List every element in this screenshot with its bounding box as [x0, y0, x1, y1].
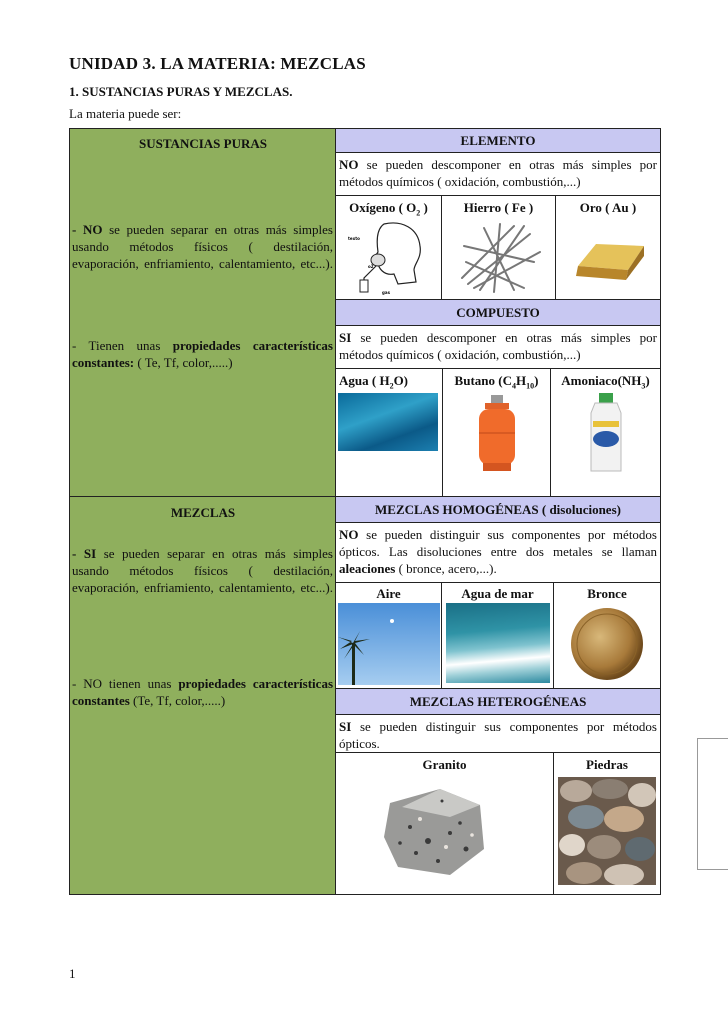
svg-text:o2: o2: [368, 264, 374, 269]
heterogeneous-description: SI se pueden distinguir sus componentes por métodos ópticos.: [336, 715, 660, 753]
intro-text: La materia puede ser:: [69, 106, 182, 121]
seawater-image: [446, 603, 550, 683]
bronze-cell: Bronce: [554, 583, 660, 688]
butane-cylinder-image: [475, 393, 519, 473]
water-image: [338, 393, 438, 451]
ammonia-bottle-image: [581, 391, 631, 475]
iron-cell: Hierro ( Fe ): [442, 196, 556, 299]
seawater-cell: Agua de mar: [442, 583, 554, 688]
bronze-disc-image: [568, 605, 646, 683]
pure-substances-panel: [70, 129, 336, 497]
homogeneous-description: NO se pueden distinguir sus componentes por métodos ópticos. Las disoluciones entre dos metales se llaman aleaciones ( bronce, acero,...).: [336, 523, 660, 583]
granite-image: [380, 783, 488, 879]
air-sky-image: [338, 603, 440, 685]
oxygen-mask-image: [344, 218, 434, 296]
butane-cell: Butano $(C_4H_{10})$: [443, 369, 551, 496]
section-title: 1. SUSTANCIAS PURAS Y MEZCLAS.: [69, 84, 293, 99]
svg-text:texto: texto: [348, 236, 360, 241]
heterogeneous-examples: [336, 753, 660, 894]
mixtures-heading: MEZCLAS: [170, 505, 236, 520]
gold-cell: Oro ( Au ): [556, 196, 660, 299]
mixtures-panel: [70, 497, 336, 894]
heterogeneous-heading: MEZCLAS HETEROGÉNEAS: [336, 689, 660, 715]
pure-substances-heading: SUSTANCIAS PURAS: [139, 136, 267, 151]
compound-heading: COMPUESTO: [336, 300, 660, 326]
classification-table: [69, 128, 661, 895]
homogeneous-heading: MEZCLAS HOMOGÉNEAS ( disoluciones): [336, 497, 660, 523]
oxygen-cell: Oxígeno ( $O_2$ ) texto o2 gas: [336, 196, 442, 299]
element-description: NO se pueden descomponer en otras más simples por métodos químicos ( oxidación, combustión,...): [336, 153, 660, 196]
iron-nails-image: [454, 218, 546, 296]
stones-cell: Piedras: [554, 753, 660, 894]
granite-cell: Granito: [336, 753, 554, 894]
mixtures-physical-text: - SI se pueden separar en otras más simples usando métodos físicos ( destilación, evaporación, enfriamiento, calentamiento, etc...).: [72, 546, 333, 595]
svg-text:gas: gas: [382, 290, 390, 295]
element-examples: [336, 196, 660, 300]
air-cell: Aire: [336, 583, 442, 688]
pure-substances-properties-text: - Tienen unas propiedades características constantes: ( Te, Tf, color,.....): [72, 338, 333, 370]
compound-examples: [336, 369, 660, 497]
ammonia-cell: $Amoniaco(NH_3)$: [551, 369, 660, 496]
gold-bar-image: [572, 226, 646, 282]
mixtures-properties-text: - NO tienen unas propiedades características constantes (Te, Tf, color,.....): [72, 676, 333, 708]
water-cell: Agua ( $H_2O$): [336, 369, 443, 496]
margin-box: [697, 738, 728, 870]
homogeneous-examples: [336, 583, 660, 689]
compound-description: SI se pueden descomponer en otras más simples por métodos químicos ( oxidación, combustión,...): [336, 326, 660, 369]
element-heading: ELEMENTO: [336, 129, 660, 153]
page-number: 1: [69, 966, 76, 981]
pure-substances-physical-text: - NO se pueden separar en otras más simples usando métodos físicos ( destilación, evaporación, enfriamiento, calentamiento, etc...).: [72, 222, 333, 271]
page-title: UNIDAD 3. LA MATERIA: MEZCLAS: [69, 54, 366, 73]
stones-image: [558, 777, 656, 885]
